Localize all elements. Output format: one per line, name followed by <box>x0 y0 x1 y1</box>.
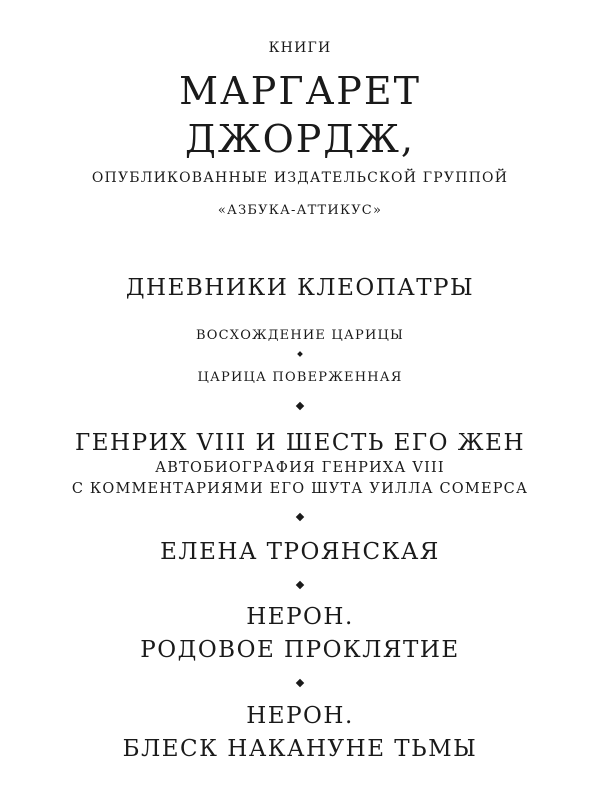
book-title-nero-2: НЕРОН. <box>246 703 354 729</box>
book-title-helen: ЕЛЕНА ТРОЯНСКАЯ <box>160 539 440 565</box>
publisher-name: «АЗБУКА-АТТИКУС» <box>217 203 383 218</box>
book-title-henry: ГЕНРИХ VIII И ШЕСТЬ ЕГО ЖЕН <box>75 430 525 456</box>
book-title-nero-2-subtitle: БЛЕСК НАКАНУНЕ ТЬМЫ <box>122 736 478 762</box>
author-name-line2: ДЖОРДЖ, <box>185 117 415 161</box>
book-title-cleopatra: ДНЕВНИКИ КЛЕОПАТРЫ <box>125 275 475 301</box>
book-title-nero-1: НЕРОН. <box>246 604 354 630</box>
book-subtitle: АВТОБИОГРАФИЯ ГЕНРИХА VIII <box>155 460 445 476</box>
diamond-separator <box>296 679 304 687</box>
book-title-nero-1-subtitle: РОДОВОЕ ПРОКЛЯТИЕ <box>140 637 460 663</box>
diamond-separator <box>296 513 304 521</box>
book-subtitle: С КОММЕНТАРИЯМИ ЕГО ШУТА УИЛЛА СОМЕРСА <box>71 481 529 497</box>
book-subtitle: ВОСХОЖДЕНИЕ ЦАРИЦЫ <box>195 328 405 343</box>
published-by-text: ОПУБЛИКОВАННЫЕ ИЗДАТЕЛЬСКОЙ ГРУППОЙ <box>91 170 509 186</box>
diamond-separator <box>297 351 303 357</box>
header-kicker: КНИГИ <box>268 40 332 56</box>
author-name-line1: МАРГАРЕТ <box>179 69 421 113</box>
diamond-separator <box>296 581 304 589</box>
book-subtitle: ЦАРИЦА ПОВЕРЖЕННАЯ <box>197 370 403 385</box>
diamond-separator <box>296 402 304 410</box>
